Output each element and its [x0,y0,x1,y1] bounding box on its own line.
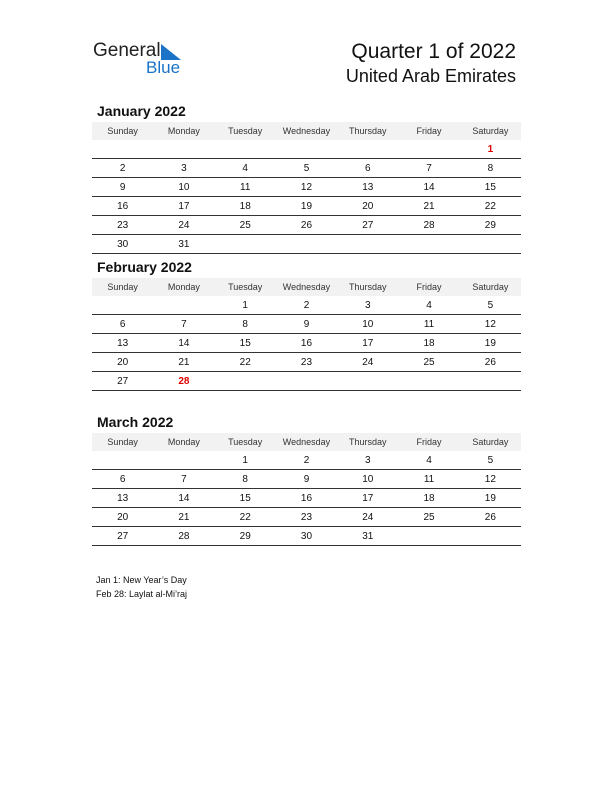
week-row [92,216,521,235]
day-cell: 5 [460,451,521,470]
day-cell [153,451,214,470]
day-cell: 27 [92,527,153,546]
day-cell: 13 [92,489,153,508]
day-cell: 18 [398,489,459,508]
weekday-header: Monday [153,122,214,140]
day-cell [215,235,276,254]
day-cell: 10 [337,470,398,489]
weekday-header: Sunday [92,122,153,140]
day-cell: 1 [215,296,276,315]
day-cell: 21 [398,197,459,216]
page-subtitle: United Arab Emirates [345,66,516,86]
weekday-header: Saturday [460,122,521,140]
day-cell [276,372,337,391]
day-cell: 22 [460,197,521,216]
day-cell: 9 [92,178,153,197]
day-cell [276,140,337,159]
weekday-header-row [92,122,521,140]
day-cell [153,296,214,315]
day-cell: 14 [153,489,214,508]
day-cell: 23 [276,353,337,372]
week-row [92,470,521,489]
month-february [92,259,522,391]
weekday-header: Thursday [337,433,398,451]
weekday-header: Monday [153,433,214,451]
day-cell: 23 [276,508,337,527]
week-row [92,489,521,508]
day-cell [337,235,398,254]
page-title: Quarter 1 of 2022 [351,40,516,63]
weekday-header: Friday [398,433,459,451]
weekday-header-row [92,278,521,296]
day-cell: 26 [460,353,521,372]
weekday-header: Tuesday [215,278,276,296]
week-row [92,296,521,315]
logo-text-blue: Blue [146,58,181,77]
day-cell: 30 [92,235,153,254]
day-cell: 12 [460,470,521,489]
day-cell: 3 [337,296,398,315]
week-row [92,140,521,159]
day-cell: 26 [276,216,337,235]
week-row [92,372,521,391]
day-cell: 31 [337,527,398,546]
day-cell: 22 [215,508,276,527]
day-cell: 24 [337,508,398,527]
day-cell: 16 [92,197,153,216]
day-cell: 18 [398,334,459,353]
day-cell: 4 [398,451,459,470]
weekday-header-row [92,433,521,451]
day-cell: 6 [92,470,153,489]
day-cell [460,527,521,546]
weekday-header: Sunday [92,433,153,451]
day-cell: 14 [153,334,214,353]
month-title: January 2022 [97,103,186,119]
week-row [92,235,521,254]
holiday-note: Jan 1: New Year’s Day [96,575,187,585]
weekday-header: Saturday [460,433,521,451]
day-cell: 11 [215,178,276,197]
week-row [92,159,521,178]
month-january [92,103,522,254]
day-cell [215,140,276,159]
weekday-header: Wednesday [276,433,337,451]
week-row [92,527,521,546]
day-cell: 20 [92,508,153,527]
day-cell: 1 [215,451,276,470]
day-cell: 13 [337,178,398,197]
day-cell [215,372,276,391]
holiday-notes [96,573,187,601]
day-cell: 17 [337,334,398,353]
weekday-header: Saturday [460,278,521,296]
day-cell: 20 [337,197,398,216]
day-cell: 12 [276,178,337,197]
day-cell: 6 [92,315,153,334]
day-cell: 1 [460,140,521,159]
calendar-table [92,278,521,391]
day-cell: 19 [460,489,521,508]
week-row [92,178,521,197]
day-cell: 6 [337,159,398,178]
day-cell: 28 [153,527,214,546]
day-cell [92,296,153,315]
day-cell: 15 [215,489,276,508]
day-cell: 30 [276,527,337,546]
day-cell: 21 [153,508,214,527]
day-cell: 13 [92,334,153,353]
weekday-header: Wednesday [276,122,337,140]
day-cell: 22 [215,353,276,372]
day-cell [398,235,459,254]
day-cell: 14 [398,178,459,197]
day-cell [92,140,153,159]
day-cell: 3 [153,159,214,178]
calendar-table [92,122,521,254]
day-cell [460,235,521,254]
weekday-header: Tuesday [215,433,276,451]
day-cell [398,140,459,159]
day-cell: 25 [215,216,276,235]
day-cell: 5 [276,159,337,178]
day-cell: 28 [153,372,214,391]
day-cell: 11 [398,315,459,334]
day-cell: 23 [92,216,153,235]
day-cell: 9 [276,470,337,489]
day-cell [153,140,214,159]
day-cell: 16 [276,489,337,508]
week-row [92,508,521,527]
generalblue-logo [93,40,193,80]
day-cell [460,372,521,391]
weekday-header: Thursday [337,122,398,140]
day-cell: 25 [398,508,459,527]
day-cell: 11 [398,470,459,489]
day-cell: 10 [337,315,398,334]
day-cell: 3 [337,451,398,470]
day-cell: 2 [276,451,337,470]
holiday-note: Feb 28: Laylat al-Mi’raj [96,589,188,599]
day-cell: 4 [398,296,459,315]
day-cell: 21 [153,353,214,372]
day-cell: 10 [153,178,214,197]
day-cell: 2 [92,159,153,178]
day-cell: 27 [92,372,153,391]
day-cell: 26 [460,508,521,527]
day-cell [398,372,459,391]
day-cell [337,140,398,159]
calendar-table [92,433,521,546]
day-cell: 17 [337,489,398,508]
week-row [92,197,521,216]
month-march [92,414,522,546]
day-cell: 24 [337,353,398,372]
week-row [92,353,521,372]
weekday-header: Tuesday [215,122,276,140]
day-cell: 12 [460,315,521,334]
week-row [92,315,521,334]
day-cell: 15 [460,178,521,197]
day-cell: 18 [215,197,276,216]
day-cell: 16 [276,334,337,353]
day-cell: 29 [460,216,521,235]
day-cell: 19 [276,197,337,216]
day-cell [337,372,398,391]
day-cell: 7 [398,159,459,178]
month-title: February 2022 [97,259,192,275]
logo-text-general: General [93,40,161,61]
day-cell [398,527,459,546]
day-cell: 29 [215,527,276,546]
day-cell: 2 [276,296,337,315]
day-cell: 7 [153,470,214,489]
day-cell: 8 [215,470,276,489]
weekday-header: Friday [398,122,459,140]
weekday-header: Monday [153,278,214,296]
day-cell: 24 [153,216,214,235]
day-cell: 7 [153,315,214,334]
day-cell: 28 [398,216,459,235]
day-cell: 5 [460,296,521,315]
day-cell: 25 [398,353,459,372]
day-cell: 15 [215,334,276,353]
day-cell: 4 [215,159,276,178]
day-cell: 9 [276,315,337,334]
day-cell: 20 [92,353,153,372]
weekday-header: Friday [398,278,459,296]
day-cell: 31 [153,235,214,254]
day-cell: 8 [215,315,276,334]
week-row [92,451,521,470]
day-cell: 17 [153,197,214,216]
day-cell: 8 [460,159,521,178]
weekday-header: Wednesday [276,278,337,296]
day-cell [276,235,337,254]
weekday-header: Sunday [92,278,153,296]
week-row [92,334,521,353]
weekday-header: Thursday [337,278,398,296]
month-title: March 2022 [97,414,174,430]
day-cell: 27 [337,216,398,235]
day-cell [92,451,153,470]
day-cell: 19 [460,334,521,353]
